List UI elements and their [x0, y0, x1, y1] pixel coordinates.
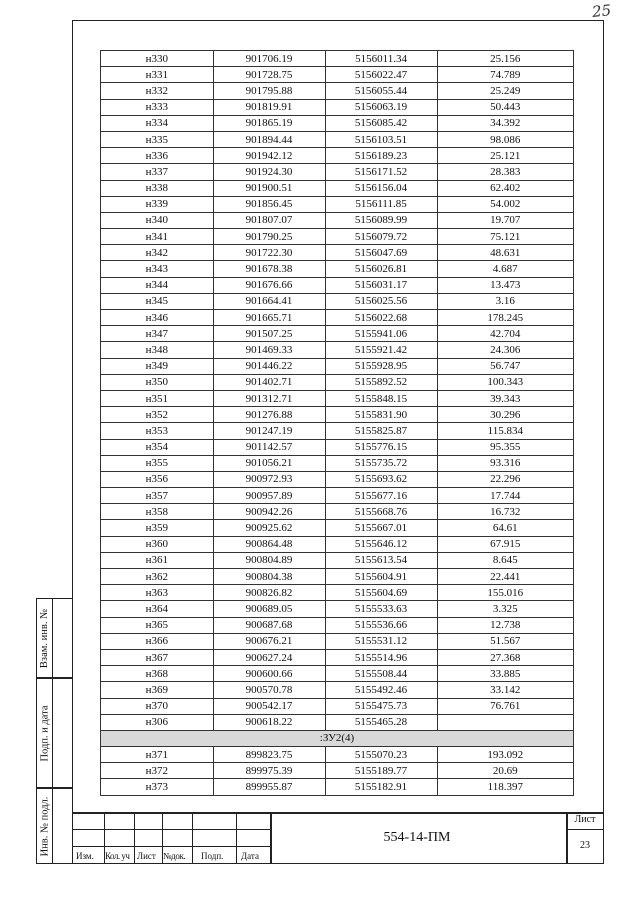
side-label-podp: Подп. и дата: [39, 704, 51, 762]
x-coordinate-cell: 901247.19: [213, 423, 325, 439]
table-row: [101, 666, 574, 682]
point-id-cell: н346: [101, 310, 214, 326]
point-id-cell: н368: [101, 666, 214, 682]
x-coordinate-cell: 901807.07: [213, 212, 325, 228]
y-coordinate-cell: 5155668.76: [325, 504, 437, 520]
table-row: [101, 212, 574, 228]
y-coordinate-cell: 5155941.06: [325, 326, 437, 342]
y-coordinate-cell: 5155604.69: [325, 585, 437, 601]
distance-cell: 27.368: [437, 649, 573, 665]
point-id-cell: н353: [101, 423, 214, 439]
point-id-cell: н345: [101, 293, 214, 309]
y-coordinate-cell: 5156025.56: [325, 293, 437, 309]
table-row: [101, 407, 574, 423]
x-coordinate-cell: 900925.62: [213, 520, 325, 536]
y-coordinate-cell: 5155776.15: [325, 439, 437, 455]
point-id-cell: н357: [101, 488, 214, 504]
y-coordinate-cell: 5156103.51: [325, 131, 437, 147]
x-coordinate-cell: 899975.39: [213, 763, 325, 779]
distance-cell: 25.249: [437, 83, 573, 99]
distance-cell: 16.732: [437, 504, 573, 520]
y-coordinate-cell: 5156031.17: [325, 277, 437, 293]
point-id-cell: н367: [101, 649, 214, 665]
table-row: [101, 747, 574, 763]
table-row: [101, 164, 574, 180]
point-id-cell: н344: [101, 277, 214, 293]
x-coordinate-cell: 900542.17: [213, 698, 325, 714]
stamp-izm: Изм.: [76, 851, 94, 861]
table-row: [101, 779, 574, 795]
x-coordinate-cell: 901678.38: [213, 261, 325, 277]
side-block-vzam: [36, 598, 72, 678]
distance-cell: 54.002: [437, 196, 573, 212]
y-coordinate-cell: 5155825.87: [325, 423, 437, 439]
distance-cell: 51.567: [437, 633, 573, 649]
table-row: [101, 390, 574, 406]
table-row: [101, 682, 574, 698]
point-id-cell: н306: [101, 714, 214, 730]
table-row: [101, 552, 574, 568]
section-header-row: [101, 730, 574, 746]
distance-cell: 93.316: [437, 455, 573, 471]
point-id-cell: н334: [101, 115, 214, 131]
distance-cell: 178.245: [437, 310, 573, 326]
x-coordinate-cell: 900864.48: [213, 536, 325, 552]
y-coordinate-cell: 5155667.01: [325, 520, 437, 536]
document-code: 554-14-ПМ: [383, 830, 451, 845]
distance-cell: 25.156: [437, 51, 573, 67]
side-label-vzam: Взам. инв. №: [39, 608, 51, 668]
y-coordinate-cell: 5156011.34: [325, 51, 437, 67]
table-row: [101, 229, 574, 245]
distance-cell: 3.16: [437, 293, 573, 309]
table-row: [101, 698, 574, 714]
point-id-cell: н355: [101, 455, 214, 471]
y-coordinate-cell: 5155735.72: [325, 455, 437, 471]
point-id-cell: н356: [101, 471, 214, 487]
stamp-data: Дата: [241, 851, 259, 861]
table-row: [101, 536, 574, 552]
y-coordinate-cell: 5155492.46: [325, 682, 437, 698]
distance-cell: 48.631: [437, 245, 573, 261]
point-id-cell: н363: [101, 585, 214, 601]
distance-cell: 17.744: [437, 488, 573, 504]
point-id-cell: н338: [101, 180, 214, 196]
y-coordinate-cell: 5156111.85: [325, 196, 437, 212]
x-coordinate-cell: 901142.57: [213, 439, 325, 455]
point-id-cell: н331: [101, 67, 214, 83]
distance-cell: 12.738: [437, 617, 573, 633]
x-coordinate-cell: 900804.38: [213, 569, 325, 585]
table-row: [101, 277, 574, 293]
x-coordinate-cell: 901900.51: [213, 180, 325, 196]
distance-cell: 33.142: [437, 682, 573, 698]
distance-cell: 118.397: [437, 779, 573, 795]
y-coordinate-cell: 5156026.81: [325, 261, 437, 277]
distance-cell: 155.016: [437, 585, 573, 601]
y-coordinate-cell: 5155604.91: [325, 569, 437, 585]
distance-cell: 76.761: [437, 698, 573, 714]
y-coordinate-cell: 5155070.23: [325, 747, 437, 763]
x-coordinate-cell: 901056.21: [213, 455, 325, 471]
y-coordinate-cell: 5155693.62: [325, 471, 437, 487]
point-id-cell: н370: [101, 698, 214, 714]
table-row: [101, 520, 574, 536]
table-row: [101, 471, 574, 487]
distance-cell: 98.086: [437, 131, 573, 147]
table-row: [101, 601, 574, 617]
table-row: [101, 763, 574, 779]
table-row: [101, 293, 574, 309]
distance-cell: 75.121: [437, 229, 573, 245]
point-id-cell: н369: [101, 682, 214, 698]
x-coordinate-cell: 901790.25: [213, 229, 325, 245]
x-coordinate-cell: 900942.26: [213, 504, 325, 520]
y-coordinate-cell: 5155677.16: [325, 488, 437, 504]
table-row: [101, 310, 574, 326]
distance-cell: 30.296: [437, 407, 573, 423]
x-coordinate-cell: 900826.82: [213, 585, 325, 601]
table-row: [101, 342, 574, 358]
table-row: [101, 714, 574, 730]
side-block-podp: [36, 678, 72, 788]
x-coordinate-cell: 901706.19: [213, 51, 325, 67]
distance-cell: 34.392: [437, 115, 573, 131]
x-coordinate-cell: 900627.24: [213, 649, 325, 665]
point-id-cell: н341: [101, 229, 214, 245]
x-coordinate-cell: 899823.75: [213, 747, 325, 763]
distance-cell: 22.296: [437, 471, 573, 487]
y-coordinate-cell: 5155831.90: [325, 407, 437, 423]
point-id-cell: н361: [101, 552, 214, 568]
y-coordinate-cell: 5155533.63: [325, 601, 437, 617]
x-coordinate-cell: 901469.33: [213, 342, 325, 358]
x-coordinate-cell: 901865.19: [213, 115, 325, 131]
table-row: [101, 617, 574, 633]
distance-cell: 24.306: [437, 342, 573, 358]
point-id-cell: н337: [101, 164, 214, 180]
x-coordinate-cell: 900957.89: [213, 488, 325, 504]
distance-cell: 115.834: [437, 423, 573, 439]
point-id-cell: н371: [101, 747, 214, 763]
y-coordinate-cell: 5155613.54: [325, 552, 437, 568]
y-coordinate-cell: 5155536.66: [325, 617, 437, 633]
point-id-cell: н362: [101, 569, 214, 585]
distance-cell: 64.61: [437, 520, 573, 536]
table-row: [101, 649, 574, 665]
stamp-kol: Кол. уч: [105, 851, 130, 861]
table-row: [101, 245, 574, 261]
distance-cell: 50.443: [437, 99, 573, 115]
point-id-cell: н366: [101, 633, 214, 649]
distance-cell: 25.121: [437, 148, 573, 164]
x-coordinate-cell: 900600.66: [213, 666, 325, 682]
point-id-cell: н354: [101, 439, 214, 455]
x-coordinate-cell: 899955.87: [213, 779, 325, 795]
point-id-cell: н349: [101, 358, 214, 374]
y-coordinate-cell: 5156022.47: [325, 67, 437, 83]
y-coordinate-cell: 5156055.44: [325, 83, 437, 99]
side-block-inv: [36, 788, 72, 864]
sheet-label: Лист: [574, 814, 596, 825]
table-row: [101, 148, 574, 164]
y-coordinate-cell: 5156022.68: [325, 310, 437, 326]
distance-cell: 20.69: [437, 763, 573, 779]
x-coordinate-cell: 901924.30: [213, 164, 325, 180]
side-label-inv: Инв. № подл.: [39, 796, 51, 856]
distance-cell: 39.343: [437, 390, 573, 406]
x-coordinate-cell: 901856.45: [213, 196, 325, 212]
stamp-ndok: №док.: [163, 851, 186, 861]
section-label: :ЗУ2(4): [101, 730, 574, 746]
x-coordinate-cell: 900972.93: [213, 471, 325, 487]
distance-cell: 56.747: [437, 358, 573, 374]
y-coordinate-cell: 5155848.15: [325, 390, 437, 406]
table-row: [101, 374, 574, 390]
x-coordinate-cell: 901894.44: [213, 131, 325, 147]
x-coordinate-cell: 901942.12: [213, 148, 325, 164]
y-coordinate-cell: 5156079.72: [325, 229, 437, 245]
stamp-podp: Подп.: [201, 851, 224, 861]
y-coordinate-cell: 5156171.52: [325, 164, 437, 180]
x-coordinate-cell: 901665.71: [213, 310, 325, 326]
distance-cell: 193.092: [437, 747, 573, 763]
point-id-cell: н364: [101, 601, 214, 617]
x-coordinate-cell: 901276.88: [213, 407, 325, 423]
point-id-cell: н350: [101, 374, 214, 390]
y-coordinate-cell: 5156189.23: [325, 148, 437, 164]
point-id-cell: н332: [101, 83, 214, 99]
y-coordinate-cell: 5155465.28: [325, 714, 437, 730]
distance-cell: 74.789: [437, 67, 573, 83]
y-coordinate-cell: 5155182.91: [325, 779, 437, 795]
table-row: [101, 131, 574, 147]
y-coordinate-cell: 5156089.99: [325, 212, 437, 228]
table-row: [101, 585, 574, 601]
point-id-cell: н351: [101, 390, 214, 406]
y-coordinate-cell: 5155646.12: [325, 536, 437, 552]
distance-cell: 22.441: [437, 569, 573, 585]
y-coordinate-cell: 5155189.77: [325, 763, 437, 779]
y-coordinate-cell: 5155892.52: [325, 374, 437, 390]
table-row: [101, 504, 574, 520]
x-coordinate-cell: 901402.71: [213, 374, 325, 390]
table-row: [101, 488, 574, 504]
x-coordinate-cell: 901728.75: [213, 67, 325, 83]
y-coordinate-cell: 5156156.04: [325, 180, 437, 196]
y-coordinate-cell: 5156047.69: [325, 245, 437, 261]
distance-cell: 28.383: [437, 164, 573, 180]
table-row: [101, 455, 574, 471]
distance-cell: 3.325: [437, 601, 573, 617]
distance-cell: 100.343: [437, 374, 573, 390]
point-id-cell: н360: [101, 536, 214, 552]
x-coordinate-cell: 900618.22: [213, 714, 325, 730]
distance-cell: [437, 714, 573, 730]
point-id-cell: н359: [101, 520, 214, 536]
x-coordinate-cell: 901795.88: [213, 83, 325, 99]
point-id-cell: н348: [101, 342, 214, 358]
distance-cell: 67.915: [437, 536, 573, 552]
table-row: [101, 51, 574, 67]
table-row: [101, 261, 574, 277]
point-id-cell: н372: [101, 763, 214, 779]
x-coordinate-cell: 900687.68: [213, 617, 325, 633]
distance-cell: 13.473: [437, 277, 573, 293]
point-id-cell: н336: [101, 148, 214, 164]
point-id-cell: н339: [101, 196, 214, 212]
table-row: [101, 569, 574, 585]
table-row: [101, 83, 574, 99]
point-id-cell: н342: [101, 245, 214, 261]
table-row: [101, 358, 574, 374]
x-coordinate-cell: 900570.78: [213, 682, 325, 698]
table-row: [101, 423, 574, 439]
table-row: [101, 99, 574, 115]
x-coordinate-cell: 901446.22: [213, 358, 325, 374]
point-id-cell: н365: [101, 617, 214, 633]
y-coordinate-cell: 5155475.73: [325, 698, 437, 714]
x-coordinate-cell: 901312.71: [213, 390, 325, 406]
y-coordinate-cell: 5155928.95: [325, 358, 437, 374]
y-coordinate-cell: 5156085.42: [325, 115, 437, 131]
distance-cell: 42.704: [437, 326, 573, 342]
coordinates-table-body: [101, 51, 574, 796]
point-id-cell: н352: [101, 407, 214, 423]
y-coordinate-cell: 5155531.12: [325, 633, 437, 649]
table-row: [101, 326, 574, 342]
x-coordinate-cell: 900676.21: [213, 633, 325, 649]
x-coordinate-cell: 901676.66: [213, 277, 325, 293]
distance-cell: 95.355: [437, 439, 573, 455]
x-coordinate-cell: 901819.91: [213, 99, 325, 115]
distance-cell: 33.885: [437, 666, 573, 682]
y-coordinate-cell: 5155508.44: [325, 666, 437, 682]
handwritten-page-number: 25: [591, 1, 612, 21]
y-coordinate-cell: 5156063.19: [325, 99, 437, 115]
x-coordinate-cell: 901722.30: [213, 245, 325, 261]
distance-cell: 19.707: [437, 212, 573, 228]
x-coordinate-cell: 900804.89: [213, 552, 325, 568]
table-row: [101, 196, 574, 212]
x-coordinate-cell: 901664.41: [213, 293, 325, 309]
point-id-cell: н335: [101, 131, 214, 147]
distance-cell: 8.645: [437, 552, 573, 568]
table-row: [101, 115, 574, 131]
sheet-number: 23: [580, 840, 590, 851]
y-coordinate-cell: 5155921.42: [325, 342, 437, 358]
distance-cell: 62.402: [437, 180, 573, 196]
point-id-cell: н347: [101, 326, 214, 342]
point-id-cell: н358: [101, 504, 214, 520]
point-id-cell: н333: [101, 99, 214, 115]
coordinates-table: [100, 50, 574, 796]
distance-cell: 4.687: [437, 261, 573, 277]
y-coordinate-cell: 5155514.96: [325, 649, 437, 665]
table-row: [101, 180, 574, 196]
x-coordinate-cell: 901507.25: [213, 326, 325, 342]
table-row: [101, 439, 574, 455]
point-id-cell: н343: [101, 261, 214, 277]
point-id-cell: н373: [101, 779, 214, 795]
point-id-cell: н340: [101, 212, 214, 228]
stamp-list: Лист: [137, 851, 156, 861]
point-id-cell: н330: [101, 51, 214, 67]
table-row: [101, 633, 574, 649]
table-row: [101, 67, 574, 83]
x-coordinate-cell: 900689.05: [213, 601, 325, 617]
